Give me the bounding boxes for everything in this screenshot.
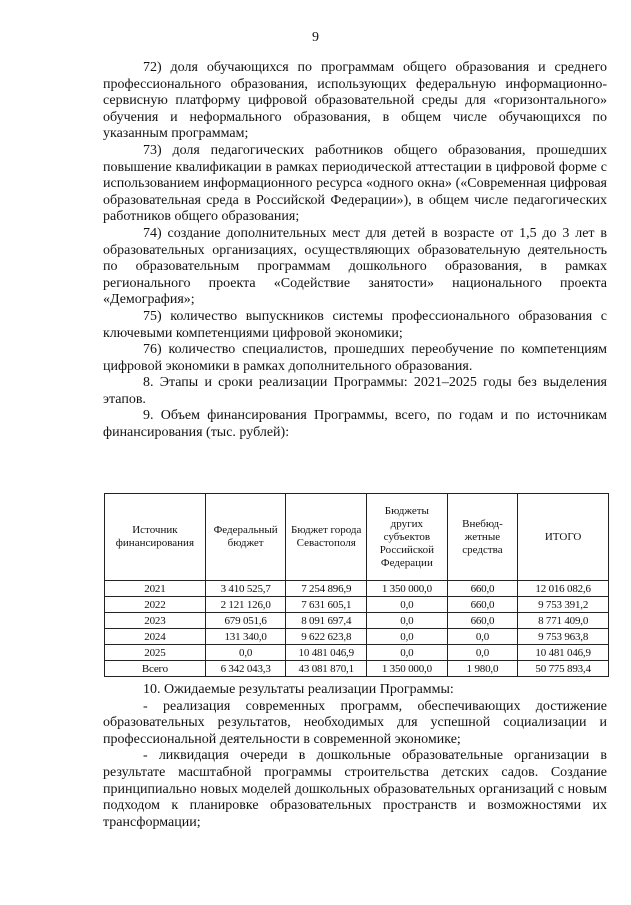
table-cell: 1 350 000,0 <box>367 581 448 597</box>
table-cell: 6 342 043,3 <box>205 661 286 677</box>
column-header-source: Источник финансирования <box>105 494 206 581</box>
table-cell: 9 753 391,2 <box>518 597 609 613</box>
paragraph-section-9: 9. Объем финансирования Программы, всего, по годам и по источникам финансирования (тыс. рублей): <box>103 408 607 441</box>
column-header-other-regions: Бюджеты других субъектов Российской Федерации <box>367 494 448 581</box>
table-cell: 12 016 082,6 <box>518 581 609 597</box>
paragraph-item-75: 75) количество выпускников системы профессионального образования с ключевыми компетенциями цифровой экономики; <box>103 308 607 341</box>
table-cell: 9 753 963,8 <box>518 629 609 645</box>
paragraph-result-1: - реализация современных программ, обеспечивающих достижение образовательных результатов, необходимых для успешной социализации и профессиональной деятельности в современной экономике; <box>103 698 607 747</box>
table-cell: 0,0 <box>447 645 518 661</box>
text-block-before-table <box>103 60 607 442</box>
financing-table <box>104 493 609 677</box>
table-cell: 2025 <box>105 645 206 661</box>
table-row <box>105 581 609 597</box>
page-number: 9 <box>312 30 319 45</box>
column-header-federal: Федеральный бюджет <box>205 494 286 581</box>
table-row <box>105 613 609 629</box>
paragraph-section-8: 8. Этапы и сроки реализации Программы: 2021–2025 годы без выделения этапов. <box>103 375 607 407</box>
table-cell: 0,0 <box>367 613 448 629</box>
table-cell: 0,0 <box>367 645 448 661</box>
table-cell: 7 254 896,9 <box>286 581 367 597</box>
table-cell: 8 091 697,4 <box>286 613 367 629</box>
table-cell: 660,0 <box>447 597 518 613</box>
table-cell: 660,0 <box>447 581 518 597</box>
table-cell: 0,0 <box>205 645 286 661</box>
table-cell: 8 771 409,0 <box>518 613 609 629</box>
table-cell: 2021 <box>105 581 206 597</box>
table-row <box>105 645 609 661</box>
table-cell: 131 340,0 <box>205 629 286 645</box>
table-row-total <box>105 661 609 677</box>
table-cell: 50 775 893,4 <box>518 661 609 677</box>
table-cell: 1 980,0 <box>447 661 518 677</box>
paragraph-item-72: 72) доля обучающихся по программам общего образования и среднего профессионального образования, использующих федеральную информационно-сервисную платформу цифровой образовательной среды для «горизонтального» обучения и неформального образования, в общем числе обучающихся по указанным программам; <box>103 60 607 142</box>
table-cell: 2022 <box>105 597 206 613</box>
table-cell: Всего <box>105 661 206 677</box>
paragraph-item-76: 76) количество специалистов, прошедших переобучение по компетенциям цифровой экономики в рамках дополнительного образования. <box>103 342 607 374</box>
table-cell: 2023 <box>105 613 206 629</box>
table-cell: 10 481 046,9 <box>518 645 609 661</box>
table-cell: 679 051,6 <box>205 613 286 629</box>
column-header-total: ИТОГО <box>518 494 609 581</box>
paragraph-item-74: 74) создание дополнительных мест для детей в возрасте от 1,5 до 3 лет в образовательных организациях, осуществляющих образовательную деятельность по образовательным программам дошкольного образования, в рамках регионального проекта «Содействие занятости» национального проекта «Демография»; <box>103 225 607 308</box>
table-row <box>105 629 609 645</box>
table-cell: 0,0 <box>367 629 448 645</box>
table-cell: 3 410 525,7 <box>205 581 286 597</box>
table-cell: 10 481 046,9 <box>286 645 367 661</box>
column-header-extrabudget: Внебюд-жетные средства <box>447 494 518 581</box>
table-cell: 2 121 126,0 <box>205 597 286 613</box>
table-header-row <box>105 494 609 581</box>
table-cell: 0,0 <box>367 597 448 613</box>
text-block-after-table <box>103 682 607 831</box>
table-cell: 7 631 605,1 <box>286 597 367 613</box>
table-cell: 1 350 000,0 <box>367 661 448 677</box>
table-cell: 9 622 623,8 <box>286 629 367 645</box>
table-row <box>105 597 609 613</box>
table-cell: 660,0 <box>447 613 518 629</box>
paragraph-result-2: - ликвидация очереди в дошкольные образовательные организации в результате масштабной программы строительства детских садов. Создание принципиально новых моделей дошкольных образовательных организаций с новым подходом к планировке образовательных пространств и возможностями их трансформации; <box>103 748 607 830</box>
table-cell: 0,0 <box>447 629 518 645</box>
column-header-city: Бюджет города Севастополя <box>286 494 367 581</box>
paragraph-item-73: 73) доля педагогических работников общего образования, прошедших повышение квалификации в рамках периодической аттестации в цифровой форме с использованием информационного ресурса «одного окна» («Современная цифровая образовательная среда в Российской Федерации»), в общем числе педагогических работников общего образования; <box>103 142 607 225</box>
table-cell: 43 081 870,1 <box>286 661 367 677</box>
paragraph-section-10: 10. Ожидаемые результаты реализации Программы: <box>143 682 454 697</box>
table-cell: 2024 <box>105 629 206 645</box>
